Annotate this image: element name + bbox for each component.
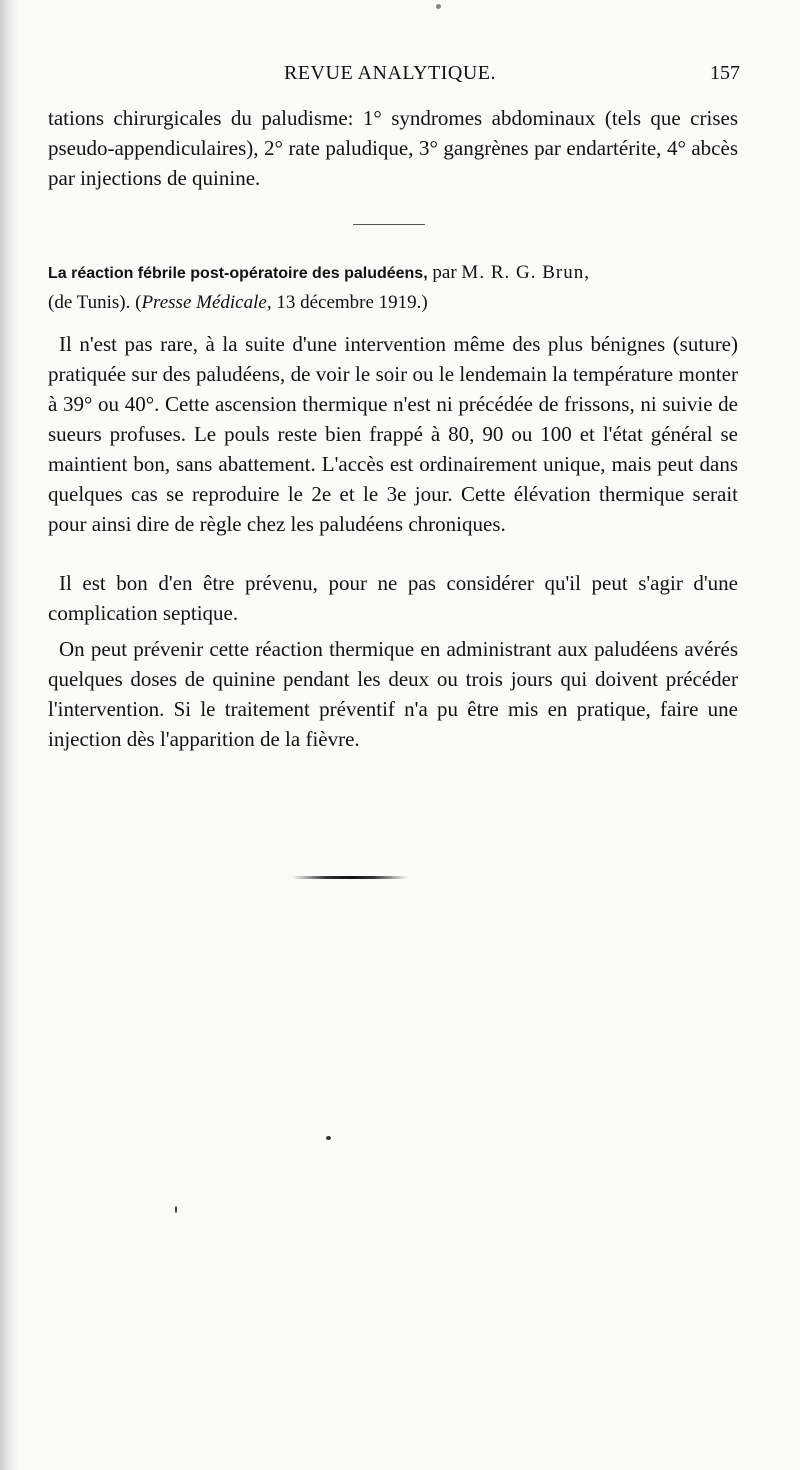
end-ornament-rule <box>292 876 408 879</box>
running-title: REVUE ANALYTIQUE. <box>284 62 497 84</box>
article-by: par <box>432 262 457 283</box>
article-location: (de Tunis). <box>48 292 131 313</box>
page-number: 157 <box>710 62 740 84</box>
continued-paragraph: tations chirurgicales du paludisme: 1° syndromes abdominaux (tels que crises pseudo-appendiculaires), 2° rate paludique, 3° gangrènes par endartérite, 4° abcès par injections de quinine. <box>48 106 738 190</box>
article-paragraph-2: Il est bon d'en être prévenu, pour ne pas considérer qu'il peut s'agir d'une complication septique. <box>48 571 738 625</box>
article-journal: Presse Médicale, <box>141 292 272 313</box>
paper-speck <box>436 4 441 9</box>
article-heading: La réaction fébrile post-opératoire des paludéens, par M. R. G. Brun, (de Tunis). (Presse Médicale, 13 décembre 1919.) <box>48 262 590 313</box>
section-divider <box>353 224 425 225</box>
article-paragraph-3: On peut prévenir cette réaction thermique en administrant aux paludéens avérés quelques doses de quinine pendant les deux ou trois jours qui doivent précéder l'intervention. Si le traitement préventif n'a pu être mis en pratique, faire une injection dès l'apparition de la fièvre. <box>48 637 738 751</box>
article-author: M. R. G. Brun, <box>461 262 590 283</box>
page-edge-shadow <box>0 0 20 1470</box>
page-header <box>48 62 752 88</box>
article-paragraph-1: Il n'est pas rare, à la suite d'une intervention même des plus bénignes (suture) pratiquée sur des paludéens, de voir le soir ou le lendemain la température monter à 39° ou 40°. Cette ascension thermique n'est ni précédée de frissons, ni suivie de sueurs profuses. Le pouls reste bien frappé à 80, 90 ou 100 et l'état général se maintient bon, sans abattement. L'accès est ordinairement unique, mais peut dans quelques cas se reproduire le 2e et le 3e jour. Cette élévation thermique serait pour ainsi dire de règle chez les paludéens chroniques. <box>48 332 738 536</box>
paper-speck <box>326 1136 331 1140</box>
paper-speck <box>175 1206 177 1213</box>
article-title: La réaction fébrile post-opératoire des paludéens, <box>48 265 428 282</box>
article-date: 13 décembre 1919. <box>276 292 422 313</box>
